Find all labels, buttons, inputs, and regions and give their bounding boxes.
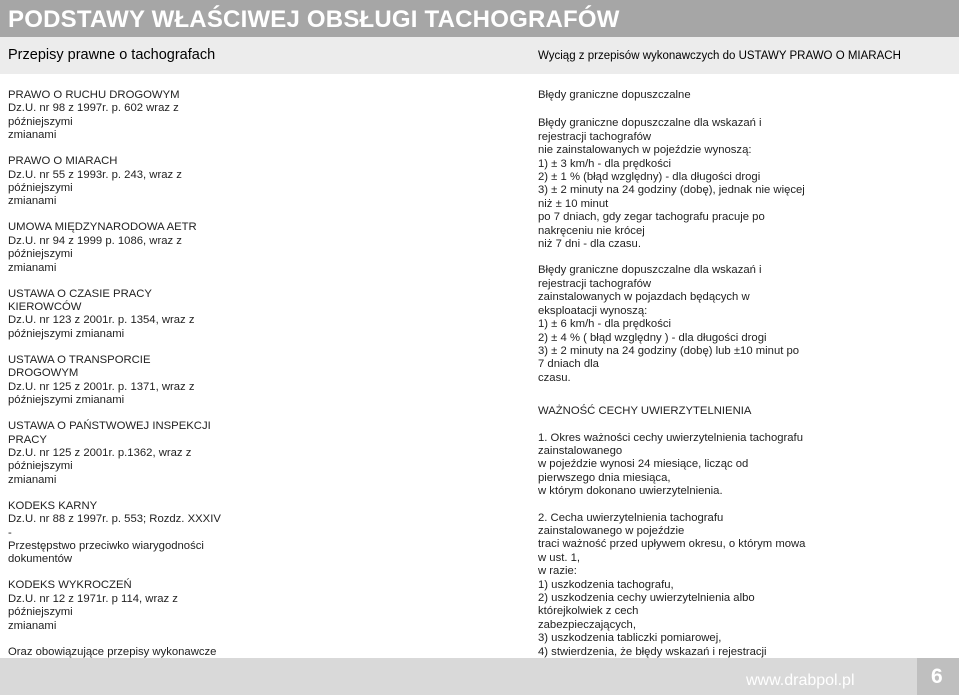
law-reference: zmianami (8, 473, 57, 486)
paragraph-line: nie zainstalowanych w pojeździe wynoszą: (538, 144, 752, 157)
law-entry (8, 288, 223, 342)
errors-paragraph-installed (538, 264, 808, 385)
law-entry (8, 221, 223, 275)
paragraph-line: Błędy graniczne dopuszczalne dla wskazań i rejestracji tachografów (538, 117, 762, 143)
law-reference: Dz.U. nr 123 z 2001r. p. 1354, wraz z (8, 314, 195, 327)
law-reference: późniejszymi zmianami (8, 327, 125, 340)
law-reference: dokumentów (8, 553, 73, 566)
paragraph-line: 3) ± 2 minuty na 24 godziny (dobę) lub ±10 minut po 7 dniach dla (538, 344, 800, 371)
paragraph-line: 4) stwierdzenia, że błędy wskazań i rejestracji (538, 645, 767, 658)
paragraph-line: 2) ± 4 % ( błąd względny ) - dla długości drogi (538, 331, 767, 344)
errors-paragraph-uninstalled (538, 117, 808, 251)
paragraph-line: 1) uszkodzenia tachografu, (538, 578, 674, 591)
law-title: USTAWA O PAŃSTWOWEJ INSPEKCJI PRACY (8, 420, 211, 446)
closing-line: Oraz obowiązujące przepisy wykonawcze (8, 645, 217, 658)
law-reference: zmianami (8, 129, 57, 142)
paragraph-line: czasu. (538, 371, 571, 384)
law-reference: Dz.U. nr 125 z 2001r. p. 1371, wraz z (8, 380, 195, 393)
paragraph-line: niż 7 dni - dla czasu. (538, 238, 641, 251)
law-reference: późniejszymi zmianami (8, 394, 125, 407)
page-number: 6 (931, 665, 943, 688)
errors-section-title: Błędy graniczne dopuszczalne (538, 89, 691, 101)
paragraph-line: w razie: (538, 565, 577, 578)
paragraph-line: 2) ± 1 % (błąd względny) - dla długości drogi (538, 171, 761, 184)
footer-website-link[interactable]: www.drabpol.pl (746, 672, 855, 689)
paragraph-line: traci ważność przed upływem okresu, o którym mowa w ust. 1, (538, 538, 806, 564)
law-title: UMOWA MIĘDZYNARODOWA AETR (8, 221, 197, 234)
law-reference: zmianami (8, 619, 57, 632)
section-subtitle-left: Przepisy prawne o tachografach (8, 47, 216, 63)
law-reference: Dz.U. nr 12 z 1971r. p 114, wraz z późniejszymi (8, 592, 178, 619)
paragraph-line: 1. Okres ważności cechy uwierzytelnienia tachografu zainstalowanego (538, 431, 803, 457)
law-title: USTAWA O TRANSPORCIE DROGOWYM (8, 353, 151, 380)
law-title: KODEKS KARNY (8, 499, 98, 512)
law-entry (8, 420, 223, 487)
paragraph-line: w którym dokonano uwierzytelnienia. (538, 485, 723, 498)
law-entry (8, 579, 223, 633)
paragraph-line: Błędy graniczne dopuszczalne dla wskazań i rejestracji tachografów (538, 264, 762, 290)
page-title: PODSTAWY WŁAŚCIWEJ OBSŁUGI TACHOGRAFÓW (8, 6, 620, 33)
subheader-band (0, 37, 959, 74)
law-reference: zmianami (8, 195, 57, 208)
law-reference: zmianami (8, 261, 57, 274)
paragraph-line: 3) uszkodzenia tabliczki pomiarowej, (538, 632, 722, 645)
law-title: USTAWA O CZASIE PRACY KIEROWCÓW (8, 287, 152, 314)
validity-paragraph-1 (538, 432, 808, 499)
paragraph-line: zabezpieczających, (538, 618, 636, 631)
law-entry (8, 354, 223, 408)
law-entry (8, 500, 223, 567)
paragraph-line: zainstalowanych w pojazdach będących w eksploatacji wynoszą: (538, 291, 750, 317)
law-reference: Dz.U. nr 125 z 2001r. p.1362, wraz z późniejszymi (8, 446, 192, 473)
validity-section-title: WAŻNOŚĆ CECHY UWIERZYTELNIENIA (538, 405, 752, 418)
paragraph-line: po 7 dniach, gdy zegar tachografu pracuje po nakręceniu nie krócej (538, 211, 765, 237)
paragraph-line: 2. Cecha uwierzytelnienia tachografu zainstalowanego w pojeździe (538, 511, 724, 537)
section-subtitle-right: Wyciąg z przepisów wykonawczych do USTAWY PRAWO O MIARACH (538, 50, 901, 62)
paragraph-line: w pojeździe wynosi 24 miesiące, licząc od pierwszego dnia miesiąca, (538, 458, 749, 484)
law-reference: Dz.U. nr 94 z 1999 p. 1086, wraz z późniejszymi (8, 234, 182, 261)
law-entry (8, 155, 223, 209)
paragraph-line: 3) ± 2 minuty na 24 godziny (dobę), jednak nie więcej niż ± 10 minut (538, 184, 805, 210)
law-reference: Przestępstwo przeciwko wiarygodności (8, 539, 204, 552)
law-title: KODEKS WYKROCZEŃ (8, 579, 132, 592)
paragraph-line: 1) ± 3 km/h - dla prędkości (538, 157, 672, 170)
law-title: PRAWO O MIARACH (8, 155, 118, 168)
regulations-column (538, 89, 808, 695)
law-reference: Dz.U. nr 55 z 1993r. p. 243, wraz z późniejszymi (8, 168, 182, 195)
law-title: PRAWO O RUCHU DROGOWYM (8, 89, 180, 101)
law-entry (8, 89, 223, 143)
paragraph-line: 1) ± 6 km/h - dla prędkości (538, 318, 672, 331)
header-band (0, 0, 959, 37)
laws-column (8, 89, 223, 695)
paragraph-line: 2) uszkodzenia cechy uwierzytelnienia albo którejkolwiek z cech (538, 592, 755, 618)
law-reference: Dz.U. nr 98 z 1997r. p. 602 wraz z późniejszymi (8, 102, 179, 128)
law-reference: Dz.U. nr 88 z 1997r. p. 553; Rozdz. XXXIV - (8, 513, 221, 539)
